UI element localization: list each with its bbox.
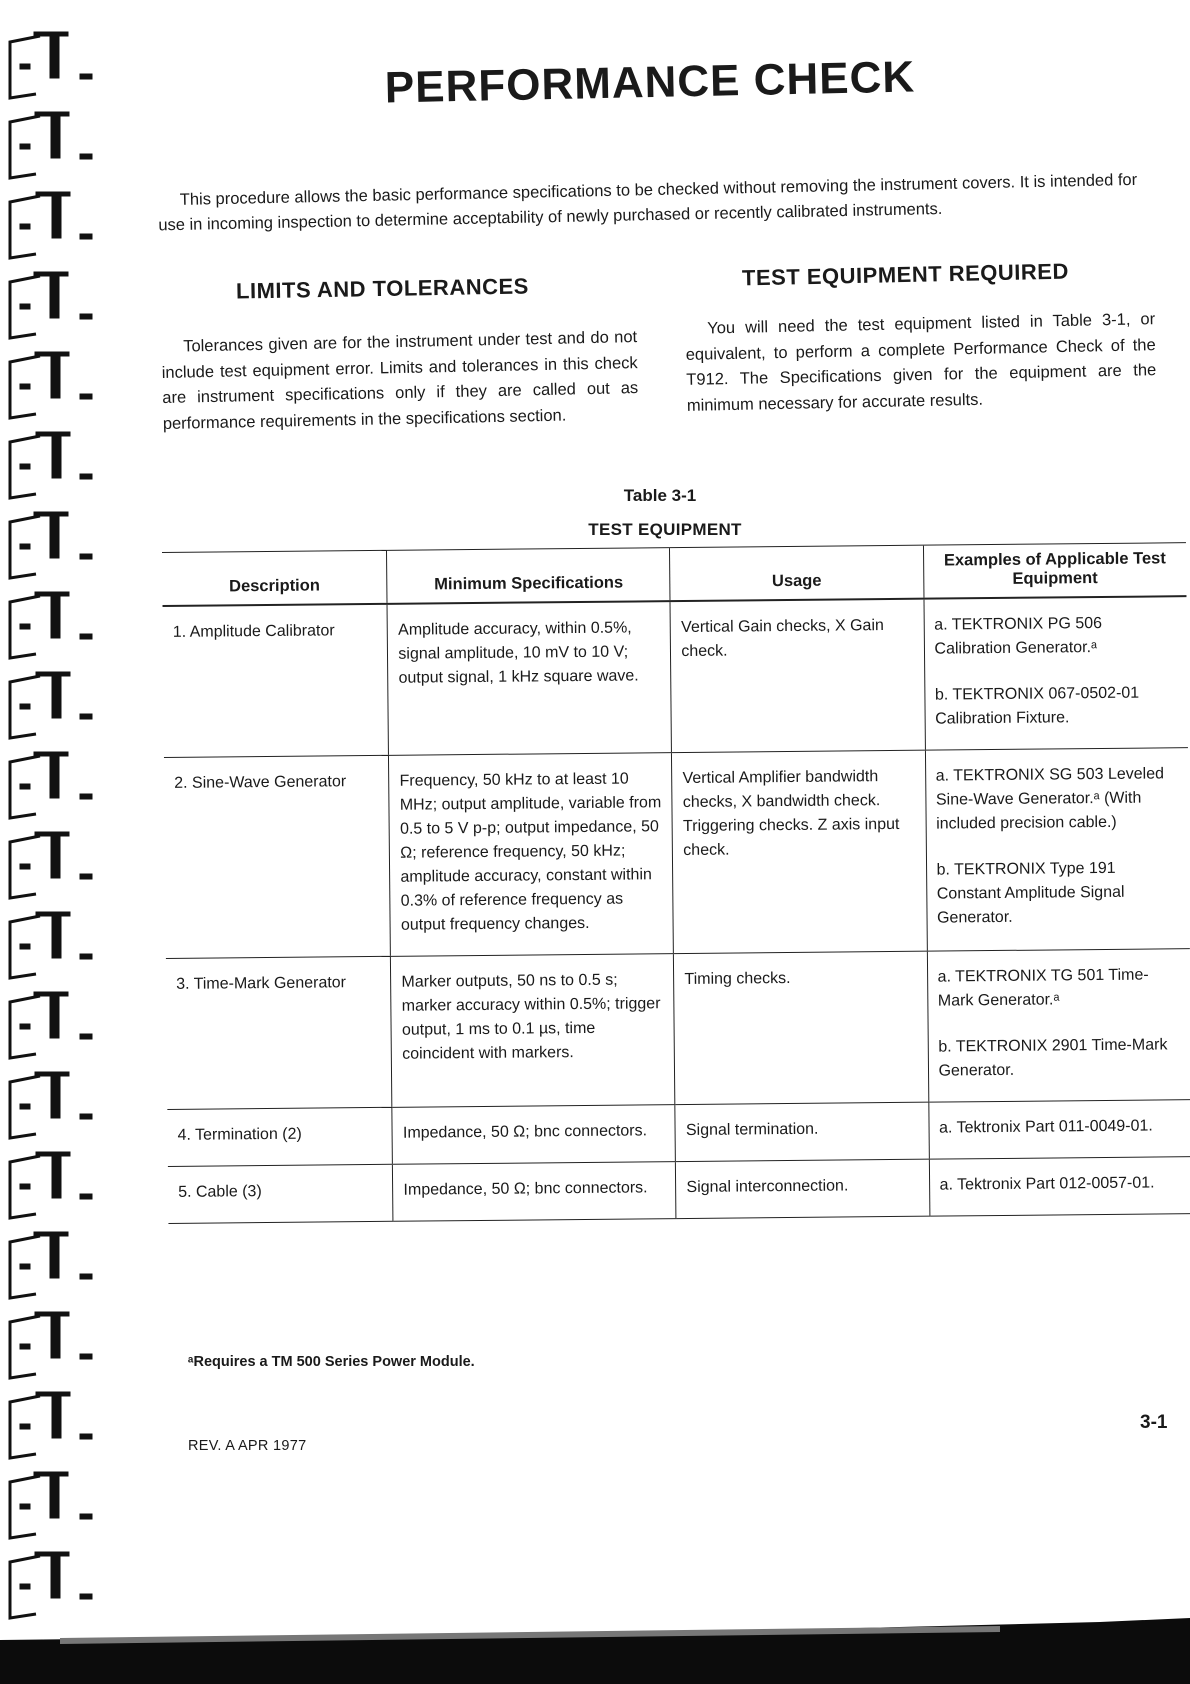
cell-description: 1. Amplitude Calibrator: [163, 604, 389, 758]
binder-tab: [20, 1104, 30, 1109]
cell-description: 4. Termination (2): [167, 1107, 392, 1166]
table-row: [167, 1100, 1190, 1167]
binder-edge: [0, 0, 125, 1684]
binder-bar: [34, 1232, 68, 1236]
test-equipment-table-wrap: [162, 542, 1190, 1224]
binder-tab: [20, 144, 30, 149]
binder-stem: [51, 1076, 60, 1118]
binder-dash: [80, 554, 92, 559]
binder-tab: [20, 704, 30, 709]
cell-usage: Vertical Gain checks, X Gain check.: [670, 599, 925, 753]
example-item: a. TEKTRONIX SG 503 Leveled Sine-Wave Generator.ᵃ (With included precision cable.): [935, 765, 1165, 833]
example-item: a. TEKTRONIX PG 506 Calibration Generator.ᵃ: [934, 614, 1103, 658]
cell-description: 2. Sine-Wave Generator: [164, 755, 391, 958]
limits-heading: LIMITS AND TOLERANCES: [235, 273, 530, 304]
binder-dash: [80, 714, 92, 719]
test-equipment-table: [162, 542, 1190, 1224]
binder-bar: [36, 1152, 70, 1156]
scan-shadow: [0, 1610, 1190, 1684]
binder-stem: [50, 756, 59, 798]
binder-stem: [50, 516, 59, 558]
binder-stem: [52, 1396, 61, 1438]
binder-tab: [20, 1424, 30, 1429]
binder-bar: [36, 432, 70, 436]
binder-stem: [51, 836, 60, 878]
binder-stem: [51, 356, 60, 398]
binder-dash: [80, 634, 92, 639]
binder-bar: [36, 672, 70, 676]
cell-examples: [928, 1100, 1190, 1160]
header-description: Description: [162, 550, 387, 606]
page-number: 3-1: [1140, 1412, 1168, 1433]
example-item: a. Tektronix Part 011-0049-01.: [938, 1117, 1153, 1137]
binder-stem: [50, 36, 59, 78]
binder-stem: [51, 596, 60, 638]
binder-bar: [35, 352, 69, 356]
binder-tab: [20, 464, 30, 469]
binder-dash: [80, 1514, 92, 1519]
cell-examples: [927, 949, 1190, 1103]
binder-tab: [20, 1184, 30, 1189]
binder-tab: [20, 384, 30, 389]
binder-tab: [20, 224, 30, 229]
binder-tab: [20, 304, 30, 309]
header-examples: Examples of Applicable Test Equipment: [923, 543, 1186, 599]
cell-examples: [923, 596, 1187, 750]
binder-bar: [35, 1552, 69, 1556]
binder-dash: [80, 474, 92, 479]
binder-tab: [20, 864, 30, 869]
limits-paragraph: Tolerances given are for the instrument under test and do not include test equipment error. Limits and tolerances in this check are instrument specifications only if they are called out as performance requirements in the specifications section.: [161, 328, 639, 433]
cell-usage: Signal termination.: [675, 1102, 929, 1161]
binder-bar: [34, 32, 68, 36]
binder-tab: [20, 1584, 30, 1589]
binder-dash: [80, 874, 92, 879]
binder-tab: [20, 64, 30, 69]
table-row: [166, 949, 1190, 1110]
table-row: [163, 596, 1188, 757]
binder-stem: [52, 916, 61, 958]
binder-tab: [20, 1504, 30, 1509]
binder-stem: [51, 116, 60, 158]
binder-bar: [36, 912, 70, 916]
binder-stem: [50, 1476, 59, 1518]
cell-description: 5. Cable (3): [168, 1164, 393, 1223]
binder-dash: [80, 394, 92, 399]
binder-bar: [35, 832, 69, 836]
binder-bar: [34, 1472, 68, 1476]
intro-paragraph: This procedure allows the basic performance specifications to be checked without removing the instrument covers. It is intended for use in incoming inspection to determine acceptability of newly purchased or recently calibrated instruments.: [158, 170, 1138, 235]
binder-dash: [80, 1114, 92, 1119]
page-title: PERFORMANCE CHECK: [384, 52, 916, 113]
binder-dash: [80, 1354, 92, 1359]
binder-tab: [20, 944, 30, 949]
binder-dash: [80, 794, 92, 799]
binder-stem: [51, 1556, 60, 1598]
binder-bar: [34, 992, 68, 996]
binder-bar: [34, 272, 68, 276]
binder-stem: [52, 676, 61, 718]
table-row: [164, 748, 1190, 959]
binder-tab: [20, 624, 30, 629]
cell-usage: Vertical Amplifier bandwidth checks, X bandwidth check. Triggering checks. Z axis input check.: [672, 750, 927, 953]
binder-tab: [20, 544, 30, 549]
header-usage: Usage: [670, 545, 924, 601]
cell-min-spec: Impedance, 50 Ω; bnc connectors.: [392, 1105, 676, 1165]
equipment-heading: TEST EQUIPMENT REQUIRED: [741, 258, 1070, 291]
binder-dash: [80, 1434, 92, 1439]
table-row: [168, 1157, 1190, 1224]
binder-dash: [80, 234, 92, 239]
binder-stem: [52, 436, 61, 478]
binder-dash: [80, 1594, 92, 1599]
binder-tab: [20, 784, 30, 789]
cell-usage: Signal interconnection.: [676, 1159, 930, 1218]
binder-tab: [20, 1024, 30, 1029]
binder-dash: [80, 954, 92, 959]
binder-bar: [34, 752, 68, 756]
binder-bar: [35, 1072, 69, 1076]
binder-stem: [51, 1316, 60, 1358]
table-number: Table 3-1: [623, 486, 697, 505]
binder-dash: [80, 154, 92, 159]
binder-bar: [36, 192, 70, 196]
binder-stem: [50, 276, 59, 318]
binder-dash: [80, 314, 92, 319]
binder-stem: [50, 1236, 59, 1278]
binder-bar: [36, 1392, 70, 1396]
cell-min-spec: Frequency, 50 kHz to at least 10 MHz; output amplitude, variable from 0.5 to 5 V p-p; output impedance, 50 Ω; reference frequency, 50 kHz; amplitude accuracy, constant within 0.3% of reference frequency as output frequency changes.: [389, 753, 674, 957]
example-item: a. Tektronix Part 012-0057-01.: [939, 1174, 1155, 1194]
cell-description: 3. Time-Mark Generator: [166, 956, 392, 1109]
cell-examples: [929, 1157, 1190, 1217]
binder-dash: [80, 1034, 92, 1039]
example-item: b. TEKTRONIX 067-0502-01 Calibration Fixture.: [934, 684, 1140, 728]
binder-tab: [20, 1264, 30, 1269]
binder-dash: [80, 1274, 92, 1279]
binder-bar: [35, 592, 69, 596]
binder-bar: [35, 1312, 69, 1316]
table-header-row: [162, 543, 1186, 606]
binder-bar: [34, 512, 68, 516]
binder-dash: [80, 1194, 92, 1199]
binder-bar: [35, 112, 69, 116]
table-footnote: ᵃRequires a TM 500 Series Power Module.: [188, 1354, 475, 1370]
table-caption: TEST EQUIPMENT: [588, 520, 742, 539]
header-min-spec: Minimum Specifications: [387, 548, 671, 604]
revision-label: REV. A APR 1977: [188, 1438, 307, 1454]
binder-tab: [20, 1344, 30, 1349]
cell-min-spec: Marker outputs, 50 ns to 0.5 s; marker accuracy within 0.5%; trigger output, 1 ms to 0.1 µs, time coincident with markers.: [391, 954, 675, 1108]
binder-dash: [80, 74, 92, 79]
binder-stem: [52, 196, 61, 238]
binder-stem: [50, 996, 59, 1038]
equipment-paragraph: You will need the test equipment listed in Table 3-1, or equivalent, to perform a complete Performance Check of the T912. The Specifications given for the equipment are the minimum necessary for accurate results.: [685, 310, 1157, 415]
cell-min-spec: Impedance, 50 Ω; bnc connectors.: [393, 1162, 677, 1222]
cell-usage: Timing checks.: [674, 951, 929, 1104]
example-item: a. TEKTRONIX TG 501 Time-Mark Generator.ᵃ: [937, 966, 1149, 1010]
binder-stem: [52, 1156, 61, 1198]
cell-examples: [925, 748, 1190, 952]
example-item: b. TEKTRONIX 2901 Time-Mark Generator.: [938, 1036, 1168, 1080]
cell-min-spec: Amplitude accuracy, within 0.5%, signal amplitude, 10 mV to 10 V; output signal, 1 kHz square wave.: [387, 601, 671, 755]
example-item: b. TEKTRONIX Type 191 Constant Amplitude Signal Generator.: [936, 859, 1125, 927]
